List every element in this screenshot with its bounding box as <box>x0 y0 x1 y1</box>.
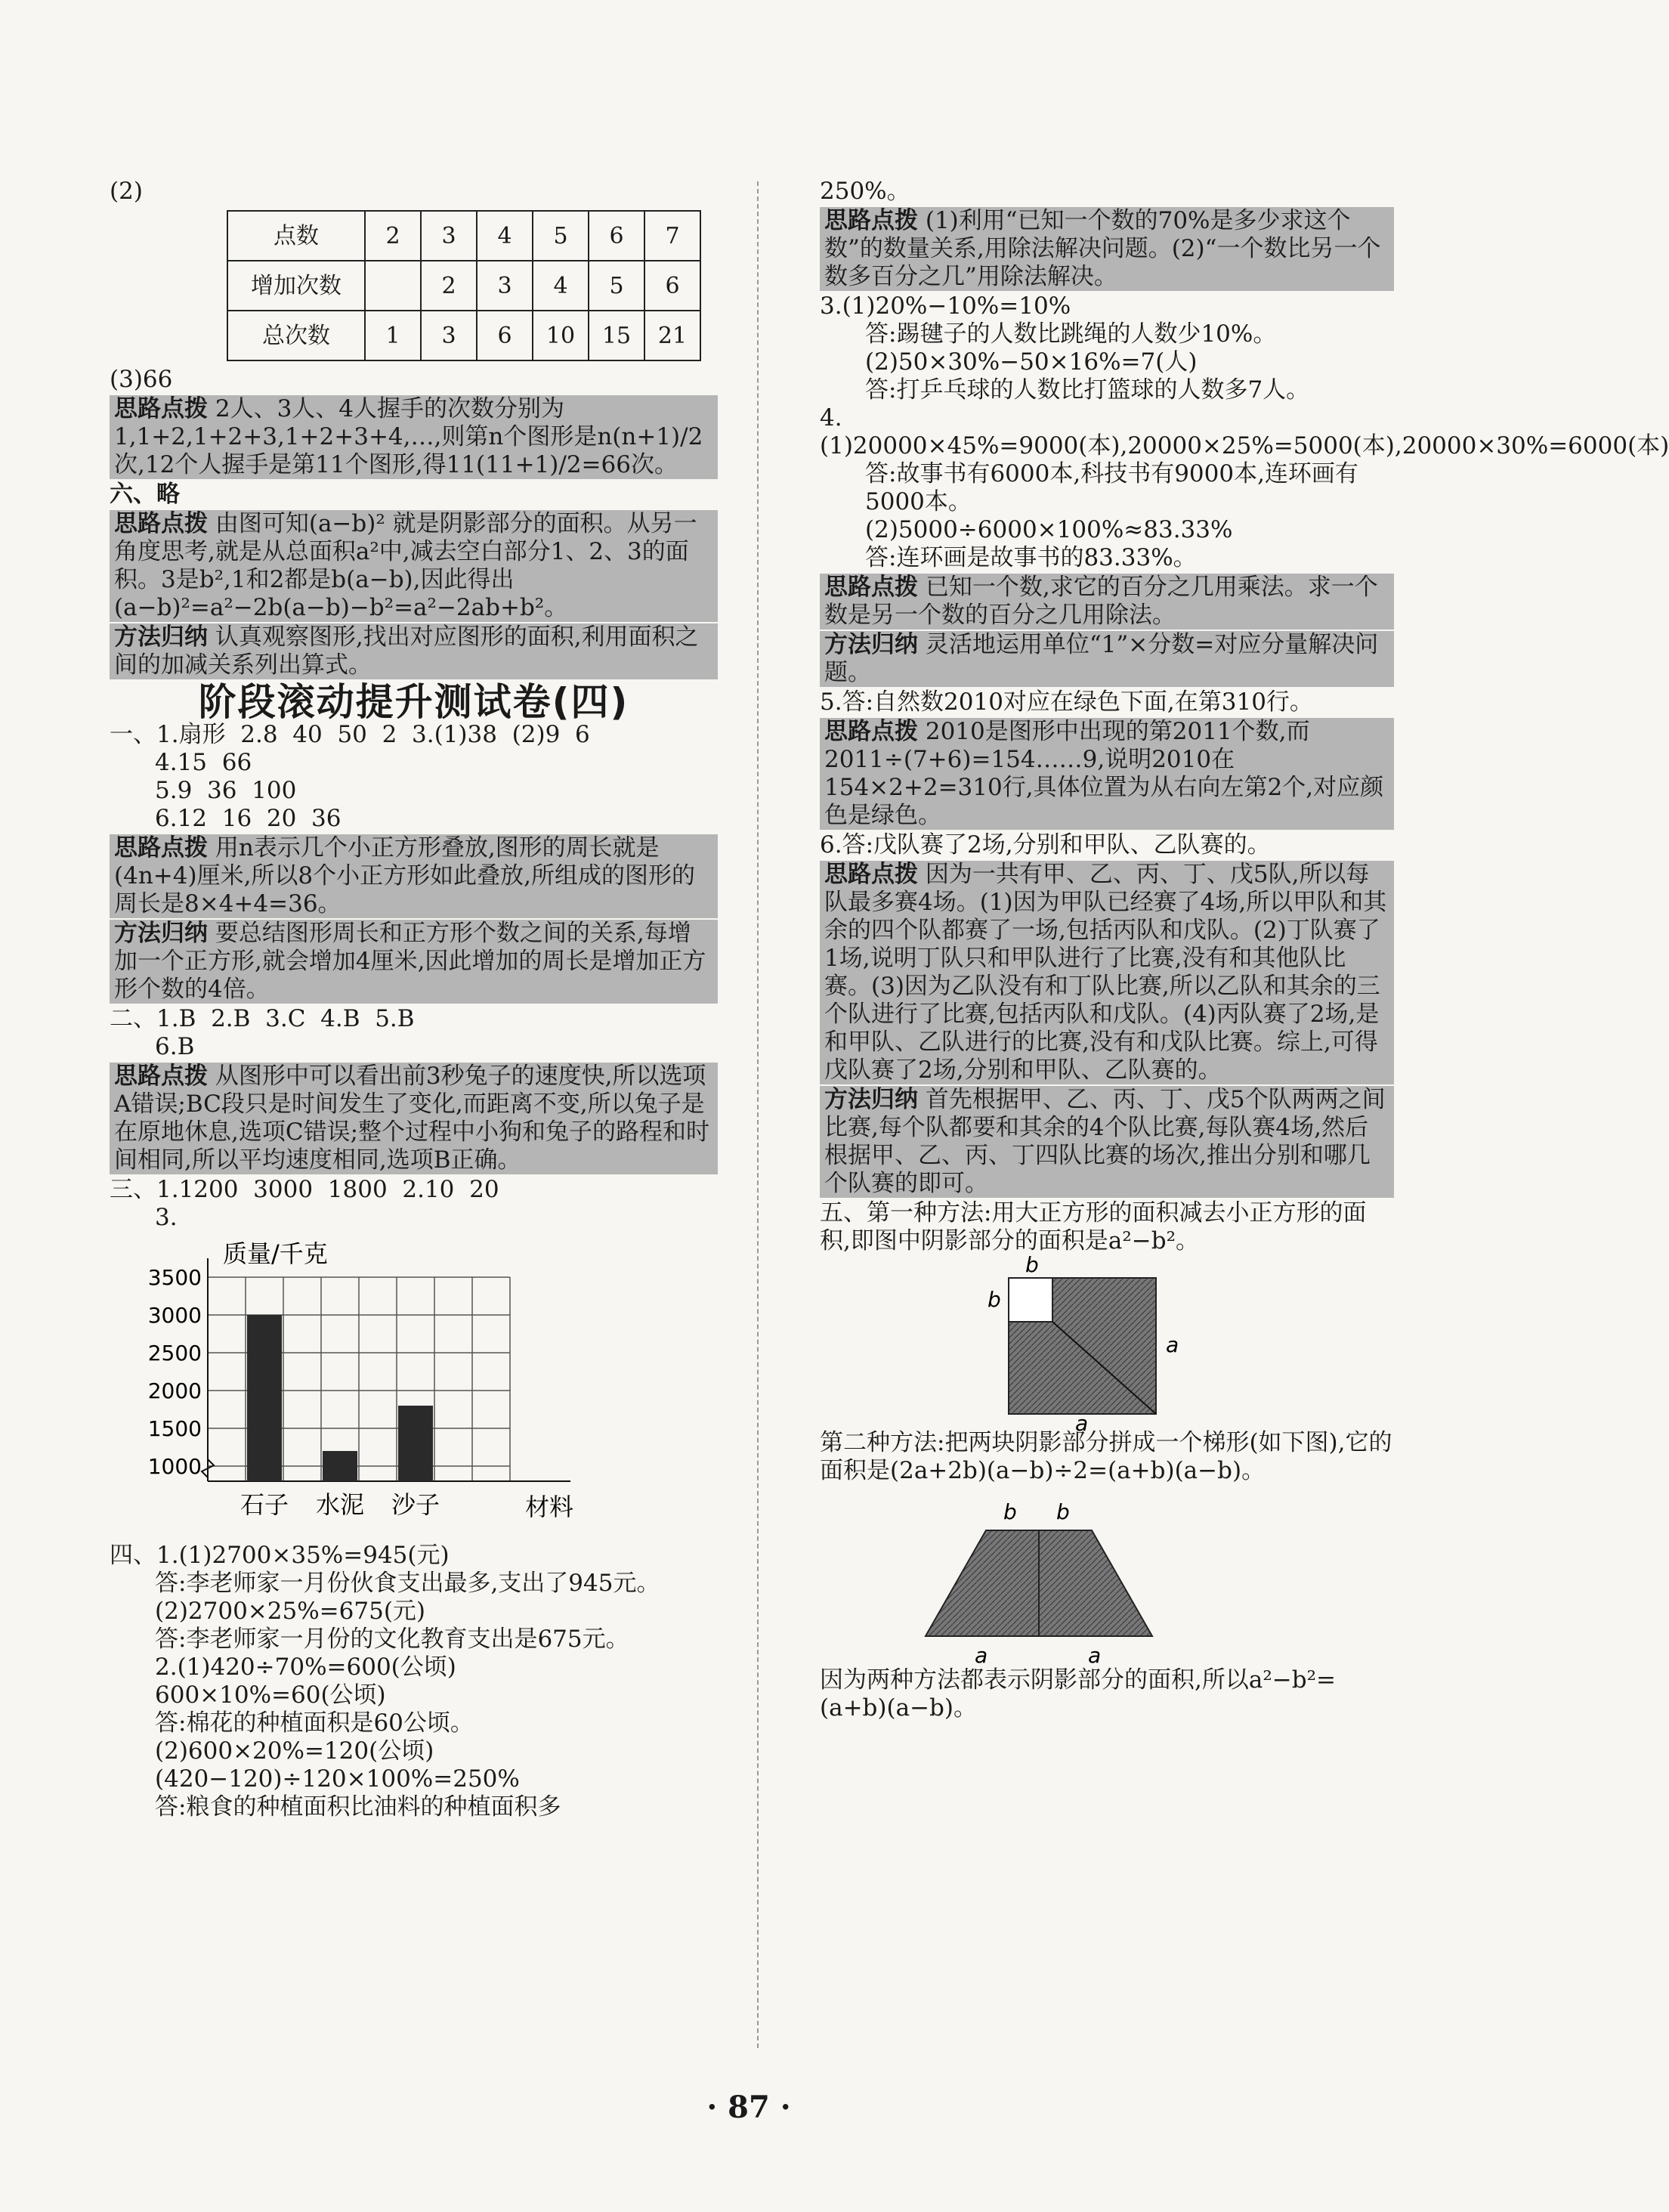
answer-line: 三、1.1200 3000 1800 2.10 20 <box>110 1176 499 1203</box>
left-column <box>110 178 718 1821</box>
answer-line: 答:故事书有6000本,科技书有9000本,连环画有5000本。 <box>865 460 1358 515</box>
table-row <box>227 311 700 360</box>
method-text: 灵活地运用单位“1”×分数=对应分量解决问题。 <box>824 631 1379 686</box>
answer-line: 600×10%=60(公顷) <box>155 1681 386 1709</box>
category-label: 沙子 <box>391 1490 440 1519</box>
answer-line: 答:踢毽子的人数比跳绳的人数少10%。 <box>865 320 1277 348</box>
answer-line: 4.(1)20000×45%=9000(本),20000×25%=5000(本),20000×30%=6000(本) <box>820 404 1669 459</box>
method-box <box>110 920 718 1004</box>
table-cell: 4 <box>533 261 589 311</box>
table-cell: 点数 <box>227 211 365 261</box>
answer-line: (3)66 <box>110 366 173 393</box>
method-tag: 方法归纳 <box>824 631 918 658</box>
hint-tag: 思路点拨 <box>824 861 918 888</box>
hint-text: 从图形中可以看出前3秒兔子的速度快,所以选项A错误;BC段只是时间发生了变化,而距离不变,所以兔子是在原地休息,选项C错误;整个过程中小狗和兔子的路程和时间相同,所以平均速度相同,选项B正确。 <box>114 1063 710 1174</box>
answer-line: (420−120)÷120×100%=250% <box>155 1765 520 1793</box>
small-square <box>1009 1278 1052 1322</box>
hint-box <box>110 834 718 918</box>
table-row <box>227 211 700 261</box>
test-title: 阶段滚动提升测试卷(四) <box>198 680 629 724</box>
table-row <box>227 261 700 311</box>
y-tick-label: 2500 <box>147 1341 202 1366</box>
answer-line: 答:棉花的种植面积是60公顷。 <box>155 1709 474 1737</box>
table-cell: 10 <box>533 311 589 360</box>
answer-line: 5.9 36 100 <box>155 777 297 804</box>
method-box <box>820 1086 1394 1198</box>
table-cell <box>365 261 421 311</box>
bar <box>323 1451 357 1481</box>
answer-line: 四、1.(1)2700×35%=945(元) <box>110 1542 450 1569</box>
bar <box>398 1406 433 1481</box>
hint-text: (1)利用“已知一个数的70%是多少求这个数”的数量关系,用除法解决问题。(2)“一个数比另一个数多百分之几”用除法解决。 <box>824 207 1381 290</box>
hint-text: 因为一共有甲、乙、丙、丁、戊5队,所以每队最多赛4场。(1)因为甲队已经赛了4场,所以甲队和其余的四个队都赛了一场,包括丙队和戊队。(2)丁队赛了1场,说明丁队只和甲队进行了比赛,没有和其他队比赛。(3)因为乙队没有和丁队比赛,所以乙队和其余的三个队进行了比赛,包括丙队和戊队。(4)丙队赛了2场,是和甲队、乙队进行的比赛,没有和戊队比赛。综上,可得戊队赛了2场,分别和甲队、乙队赛的。 <box>824 861 1387 1084</box>
table-cell: 21 <box>644 311 700 360</box>
table-cell: 1 <box>365 311 421 360</box>
table-cell: 6 <box>644 261 700 311</box>
table-cell: 2 <box>421 261 477 311</box>
hint-text: 由图可知(a−b)² 就是阴影部分的面积。从另一角度思考,就是从总面积a²中,减去空白部分1、2、3的面积。3是b²,1和2都是b(a−b),因此得出(a−b)²=a²−2b(a−b)−b²=a²−2ab+b²。 <box>114 510 697 621</box>
hint-tag: 思路点拨 <box>824 574 918 601</box>
method-box <box>110 623 718 679</box>
hint-tag: 思路点拨 <box>114 510 208 537</box>
method-text: 认真观察图形,找出对应图形的面积,利用面积之间的加减关系列出算式。 <box>114 623 699 679</box>
answer-line: 3.(1)20%−10%=10% <box>820 292 1071 320</box>
trapezoid-left <box>926 1530 1039 1636</box>
table-cell: 4 <box>477 211 533 261</box>
answer-line: (2)600×20%=120(公顷) <box>155 1737 434 1765</box>
hint-tag: 思路点拨 <box>824 207 918 234</box>
right-column <box>820 178 1669 1722</box>
hint-tag: 思路点拨 <box>114 834 208 862</box>
hint-box <box>110 510 718 622</box>
y-tick-label: 2000 <box>147 1378 202 1403</box>
hint-text: 2人、3人、4人握手的次数分别为1,1+2,1+2+3,1+2+3+4,…,则第n个图形是n(n+1)/2次,12个人握手是第11个图形,得11(11+1)/2=66次。 <box>114 395 703 478</box>
label-a-2: a <box>1088 1643 1102 1668</box>
method-text: 首先根据甲、乙、丙、丁、戊5个队两两之间比赛,每个队都要和其余的4个队比赛,每队赛4场,然后根据甲、乙、丙、丁四队比赛的场次,推出分别和哪几个队赛的即可。 <box>824 1086 1386 1197</box>
hint-text: 已知一个数,求它的百分之几用乘法。求一个数是另一个数的百分之几用除法。 <box>824 574 1378 629</box>
square-diagram <box>820 1252 1394 1436</box>
table-cell: 7 <box>644 211 700 261</box>
hint-box <box>820 861 1394 1084</box>
section-heading: 六、略 <box>110 481 180 508</box>
table-cell: 5 <box>533 211 589 261</box>
answer-line: 答:李老师家一月份的文化教育支出是675元。 <box>155 1626 629 1653</box>
answer-line: (2) <box>110 178 143 205</box>
answer-line: 答:粮食的种植面积比油料的种植面积多 <box>155 1793 561 1821</box>
answer-line: 250%。 <box>820 178 910 205</box>
answer-line: 答:打乒乓球的人数比打篮球的人数多7人。 <box>865 376 1310 404</box>
answer-line: 答:连环画是故事书的83.33%。 <box>865 544 1197 571</box>
method-tag: 方法归纳 <box>824 1086 918 1113</box>
label-a-1: a <box>975 1643 988 1668</box>
hint-box <box>110 1063 718 1174</box>
answer-line: 6.B <box>155 1033 195 1060</box>
table-cell: 6 <box>589 211 644 261</box>
y-tick-label: 3500 <box>147 1265 202 1290</box>
page-number: · 87 · <box>706 2090 791 2125</box>
trapezoid-diagram <box>820 1485 1394 1666</box>
y-tick-label: 3000 <box>147 1303 202 1328</box>
answer-line: 5.答:自然数2010对应在绿色下面,在第310行。 <box>820 688 1313 716</box>
category-label: 石子 <box>240 1490 289 1519</box>
label-b-top: b <box>1025 1252 1039 1277</box>
hint-text: 2010是图形中出现的第2011个数,而2011÷(7+6)=154……9,说明2010在154×2+2=310行,具体位置为从右向左第2个,对应颜色是绿色。 <box>824 718 1384 829</box>
answer-line: 3. <box>155 1204 178 1231</box>
category-label: 水泥 <box>315 1490 365 1519</box>
answer-line: 五、第一种方法:用大正方形的面积减去小正方形的面积,即图中阴影部分的面积是a²−b²。 <box>820 1199 1367 1254</box>
answer-line: 因为两种方法都表示阴影部分的面积,所以a²−b²=(a+b)(a−b)。 <box>820 1666 1336 1722</box>
method-tag: 方法归纳 <box>114 623 208 651</box>
table-cell: 总次数 <box>227 311 365 360</box>
table-cell: 6 <box>477 311 533 360</box>
hint-tag: 思路点拨 <box>824 718 918 745</box>
answer-line: 一、1.扇形 2.8 40 50 2 3.(1)38 (2)9 6 <box>110 721 590 748</box>
hint-text: 用n表示几个小正方形叠放,图形的周长就是(4n+4)厘米,所以8个小正方形如此叠放,所组成的图形的周长是8×4+4=36。 <box>114 834 696 917</box>
answer-line: (2)50×30%−50×16%=7(人) <box>865 348 1198 376</box>
answer-line: 6.答:戊队赛了2场,分别和甲队、乙队赛的。 <box>820 831 1271 859</box>
answer-line: 6.12 16 20 36 <box>155 805 342 832</box>
table-cell: 15 <box>589 311 644 360</box>
y-tick-label: 1500 <box>147 1416 202 1441</box>
hint-box <box>110 395 718 479</box>
method-tag: 方法归纳 <box>114 920 208 947</box>
hint-tag: 思路点拨 <box>114 1063 208 1090</box>
table-cell: 增加次数 <box>227 261 365 311</box>
answer-line: 二、1.B 2.B 3.C 4.B 5.B <box>110 1005 415 1032</box>
label-a-bottom: a <box>1075 1411 1089 1436</box>
bar <box>247 1315 282 1481</box>
bar-chart <box>125 1232 654 1542</box>
label-a-right: a <box>1166 1332 1179 1357</box>
x-axis-label: 材料 <box>525 1493 574 1521</box>
answer-line: 第二种方法:把两块阴影部分拼成一个梯形(如下图),它的面积是(2a+2b)(a−b)÷2=(a+b)(a−b)。 <box>820 1429 1392 1484</box>
method-text: 要总结图形周长和正方形个数之间的关系,每增加一个正方形,就会增加4厘米,因此增加的周长是增加正方形个数的4倍。 <box>114 920 706 1003</box>
table-cell: 3 <box>421 311 477 360</box>
y-axis-label: 质量/千克 <box>223 1239 328 1268</box>
y-tick-label: 1000 <box>147 1454 202 1479</box>
label-b-left: b <box>987 1287 1001 1312</box>
hint-box <box>820 207 1394 291</box>
hint-box <box>820 718 1394 830</box>
trapezoid-right <box>1039 1530 1152 1636</box>
hint-box <box>820 574 1394 630</box>
table-cell: 3 <box>477 261 533 311</box>
hint-tag: 思路点拨 <box>114 395 208 422</box>
table-cell: 5 <box>589 261 644 311</box>
column-divider <box>757 181 759 2048</box>
answer-line: (2)5000÷6000×100%≈83.33% <box>865 516 1233 543</box>
answer-line: 答:李老师家一月份伙食支出最多,支出了945元。 <box>155 1570 660 1597</box>
answer-line: 4.15 66 <box>155 749 252 776</box>
answer-line: 2.(1)420÷70%=600(公顷) <box>155 1654 456 1681</box>
table-cell: 3 <box>421 211 477 261</box>
label-b-2: b <box>1056 1499 1070 1524</box>
table-cell: 2 <box>365 211 421 261</box>
handshake-table <box>227 210 701 361</box>
label-b-1: b <box>1003 1499 1017 1524</box>
answer-line: (2)2700×25%=675(元) <box>155 1598 426 1625</box>
method-box <box>820 631 1394 687</box>
